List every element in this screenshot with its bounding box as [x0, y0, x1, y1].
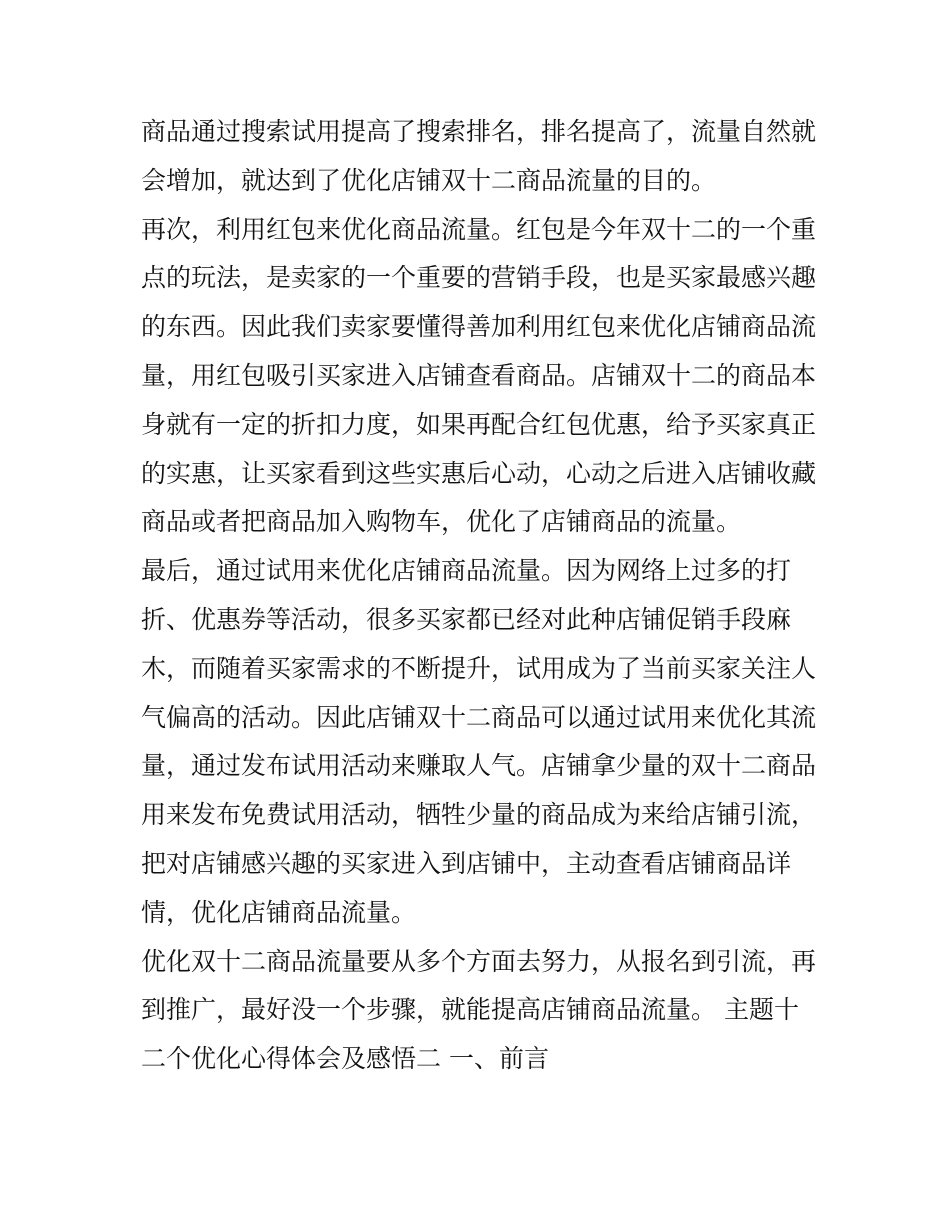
- text-line: 身就有一定的折扣力度，如果再配合红包优惠，给予买家真正: [141, 409, 817, 439]
- body-text: [141, 108, 821, 1084]
- text-line: 商品或者把商品加入购物车，优化了店铺商品的流量。: [141, 507, 742, 537]
- text-line: 量，通过发布试用活动来赚取人气。店铺拿少量的双十二商品: [141, 751, 817, 781]
- text-line: 木，而随着买家需求的不断提升，试用成为了当前买家关注人: [141, 653, 817, 683]
- text-line: 情，优化店铺商品流量。: [141, 897, 417, 927]
- text-line: 二个优化心得体会及感悟二 一、前言: [141, 1044, 549, 1074]
- text-line: 最后，通过试用来优化店铺商品流量。因为网络上过多的打: [141, 556, 792, 586]
- text-line: 点的玩法，是卖家的一个重要的营销手段，也是买家最感兴趣: [141, 263, 817, 293]
- text-line: 的东西。因此我们卖家要懂得善加利用红包来优化店铺商品流: [141, 312, 817, 342]
- text-line: 折、优惠券等活动，很多买家都已经对此种店铺促销手段麻: [141, 604, 792, 634]
- text-line: 会增加，就达到了优化店铺双十二商品流量的目的。: [141, 165, 717, 195]
- text-line: 优化双十二商品流量要从多个方面去努力，从报名到引流，再: [141, 946, 817, 976]
- text-line: 气偏高的活动。因此店铺双十二商品可以通过试用来优化其流: [141, 702, 817, 732]
- text-line: 的实惠，让买家看到这些实惠后心动，心动之后进入店铺收藏: [141, 458, 817, 488]
- text-line: 商品通过搜索试用提高了搜索排名，排名提高了，流量自然就: [141, 117, 817, 146]
- text-line: 到推广，最好没一个步骤，就能提高店铺商品流量。 主题十: [141, 995, 799, 1025]
- text-line: 用来发布免费试用活动，牺牲少量的商品成为来给店铺引流，: [141, 800, 817, 830]
- text-line: 再次，利用红包来优化商品流量。红包是今年双十二的一个重: [141, 214, 817, 244]
- text-line: 把对店铺感兴趣的买家进入到店铺中，主动查看店铺商品详: [141, 848, 792, 878]
- text-line: 量，用红包吸引买家进入店铺查看商品。店铺双十二的商品本: [141, 360, 817, 390]
